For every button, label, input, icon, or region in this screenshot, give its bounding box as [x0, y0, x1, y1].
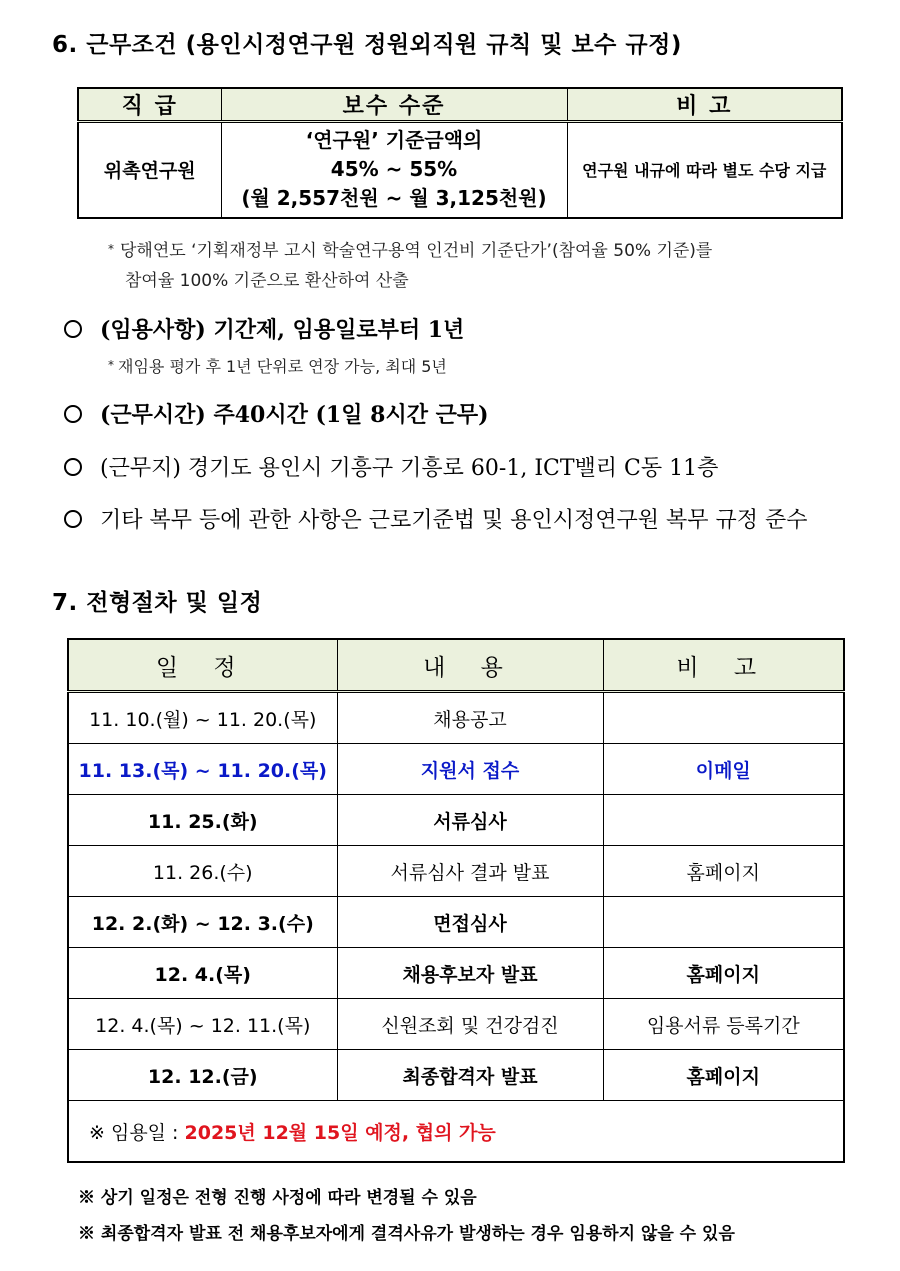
schedule-content: 서류심사 — [337, 795, 603, 846]
bullet-appointment — [64, 313, 464, 344]
schedule-content: 채용후보자 발표 — [337, 948, 603, 999]
appointment-note — [108, 354, 447, 377]
circle-bullet-icon — [64, 458, 82, 476]
asterisk-mark: * — [108, 242, 114, 256]
schedule-header-content: 내 용 — [337, 639, 603, 692]
appointment-date-row — [68, 1101, 844, 1163]
pay-header-grade: 직 급 — [78, 88, 221, 122]
schedule-date: 12. 12.(금) — [68, 1050, 337, 1101]
schedule-remark: 홈페이지 — [603, 948, 844, 999]
schedule-remark: 이메일 — [603, 744, 844, 795]
pay-remark: 연구원 내규에 따라 별도 수당 지급 — [567, 122, 842, 218]
schedule-content: 면접심사 — [337, 897, 603, 948]
table-row — [68, 846, 844, 897]
appointment-note-text: 재임용 평가 후 1년 단위로 연장 가능, 최대 5년 — [118, 357, 447, 376]
footnote-disqualification: ※ 최종합격자 발표 전 채용후보자에게 결격사유가 발생하는 경우 임용하지 않을 수 있음 — [78, 1224, 735, 1244]
schedule-remark — [603, 897, 844, 948]
table-row — [68, 1050, 844, 1101]
bullet-location-text: (근무지) 경기도 용인시 기흥구 기흥로 60-1, ICT밸리 C동 11층 — [100, 456, 719, 481]
schedule-remark — [603, 692, 844, 744]
table-row — [68, 795, 844, 846]
pay-level-line3: (월 2,557천원 ~ 월 3,125천원) — [241, 186, 547, 211]
table-row — [68, 897, 844, 948]
schedule-content: 서류심사 결과 발표 — [337, 846, 603, 897]
table-row — [68, 999, 844, 1050]
table-row — [68, 948, 844, 999]
schedule-remark — [603, 795, 844, 846]
schedule-content: 신원조회 및 건강검진 — [337, 999, 603, 1050]
schedule-date: 11. 10.(월) ~ 11. 20.(목) — [68, 692, 337, 744]
footnote-schedule-change: ※ 상기 일정은 전형 진행 사정에 따라 변경될 수 있음 — [78, 1188, 477, 1208]
appointment-date-value: 2025년 12월 15일 예정, 협의 가능 — [184, 1121, 496, 1144]
circle-bullet-icon — [64, 405, 82, 423]
section6-title: 6. 근무조건 (용인시정연구원 정원외직원 규칙 및 보수 규정) — [52, 32, 682, 58]
bullet-hours-text: (근무시간) 주40시간 (1일 8시간 근무) — [100, 402, 489, 428]
pay-header-remark: 비 고 — [567, 88, 842, 122]
pay-grade: 위촉연구원 — [78, 122, 221, 218]
bullet-etc-text: 기타 복무 등에 관한 사항은 근로기준법 및 용인시정연구원 복무 규정 준수 — [100, 508, 808, 533]
circle-bullet-icon — [64, 510, 82, 528]
asterisk-mark: * — [108, 358, 114, 372]
schedule-content: 지원서 접수 — [337, 744, 603, 795]
pay-note — [108, 234, 848, 296]
pay-level-line1: ‘연구원’ 기준금액의 — [305, 128, 483, 153]
schedule-content: 최종합격자 발표 — [337, 1050, 603, 1101]
pay-note-line2: 참여율 100% 기준으로 환산하여 산출 — [125, 271, 409, 291]
bullet-hours — [64, 398, 489, 429]
schedule-date: 11. 26.(수) — [68, 846, 337, 897]
schedule-date: 12. 4.(목) — [68, 948, 337, 999]
schedule-remark: 홈페이지 — [603, 846, 844, 897]
schedule-content: 채용공고 — [337, 692, 603, 744]
table-row — [68, 692, 844, 744]
circle-bullet-icon — [64, 320, 82, 338]
schedule-date: 11. 25.(화) — [68, 795, 337, 846]
bullet-appointment-text: (임용사항) 기간제, 임용일로부터 1년 — [100, 317, 465, 343]
section7-title: 7. 전형절차 및 일정 — [52, 590, 263, 616]
bullet-location — [64, 451, 718, 482]
pay-level-line2: 45% ~ 55% — [330, 157, 458, 182]
schedule-date: 12. 4.(목) ~ 12. 11.(목) — [68, 999, 337, 1050]
appointment-date-label: ※ 임용일 : — [89, 1121, 179, 1144]
schedule-header-date: 일 정 — [68, 639, 337, 692]
schedule-remark: 홈페이지 — [603, 1050, 844, 1101]
schedule-date: 11. 13.(목) ~ 11. 20.(목) — [68, 744, 337, 795]
schedule-table — [67, 638, 845, 1163]
table-row — [68, 744, 844, 795]
pay-table — [77, 87, 843, 219]
schedule-header-remark: 비 고 — [603, 639, 844, 692]
schedule-date: 12. 2.(화) ~ 12. 3.(수) — [68, 897, 337, 948]
bullet-etc — [64, 503, 808, 534]
pay-note-line1: 당해연도 ‘기획재정부 고시 학술연구용역 인건비 기준단가’(참여율 50% 기준)를 — [120, 241, 713, 261]
schedule-remark: 임용서류 등록기간 — [603, 999, 844, 1050]
pay-level — [221, 122, 567, 218]
pay-header-level: 보수 수준 — [221, 88, 567, 122]
